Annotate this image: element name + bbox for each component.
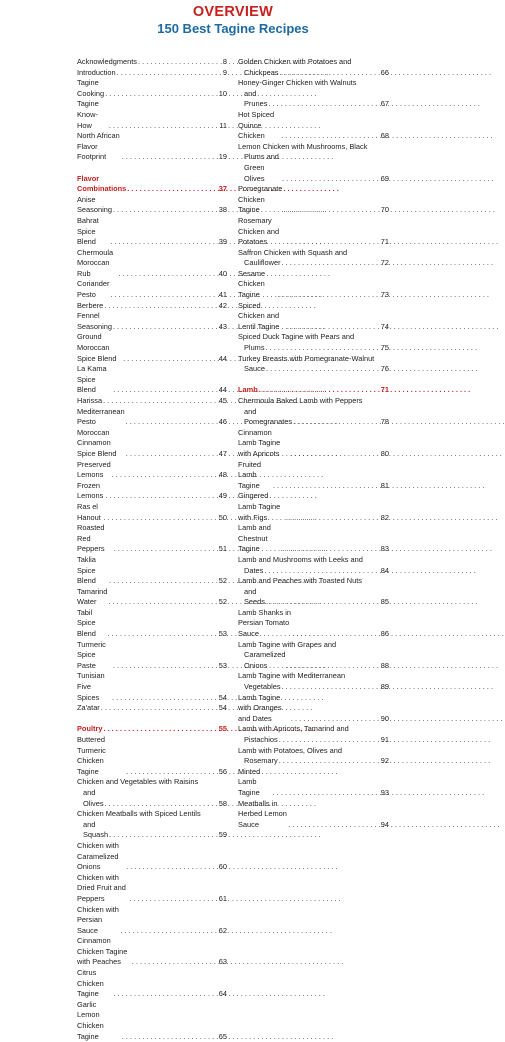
toc-right-column	[238, 57, 389, 830]
toc-entry-title: Spiced Duck Tagine with Pears and	[238, 332, 355, 342]
dot-leader	[117, 68, 222, 79]
toc-page-number: 53	[218, 660, 227, 670]
toc-entry-title: Lamb and Peaches with Toasted Nuts	[238, 576, 362, 586]
dot-leader	[109, 830, 218, 841]
toc-entry-title: Lamb and Mushrooms with Leeks and	[238, 554, 363, 564]
toc-entry-title: Lamb Tagine with Mediterranean	[238, 671, 346, 681]
toc-page-number: 11	[219, 120, 227, 130]
toc-page-number: 9	[222, 67, 227, 77]
toc-entry[interactable]	[238, 671, 389, 692]
dot-leader	[113, 661, 218, 672]
toc-entry-title: La Kama Spice Blend	[77, 364, 107, 395]
toc-entry-title: Flavor Combinations	[77, 173, 127, 194]
toc-entry[interactable]	[238, 460, 389, 492]
toc-page-number: 54	[218, 692, 227, 702]
toc-entry-title-continued: Dates	[244, 565, 264, 575]
toc-entry[interactable]	[77, 968, 227, 1000]
toc-entry[interactable]	[77, 555, 227, 587]
toc-page-number: 73	[380, 290, 389, 300]
toc-entry[interactable]	[238, 693, 389, 725]
dot-leader	[109, 121, 218, 132]
dot-leader	[279, 735, 380, 746]
toc-page-number: 90	[380, 713, 389, 723]
toc-page-number: 80	[380, 448, 389, 458]
toc-entry-title: Chicken with Persian Sauce	[77, 904, 119, 935]
toc-entry[interactable]	[77, 428, 227, 460]
toc-page-number: 51	[218, 544, 227, 554]
dot-leader	[103, 396, 218, 407]
toc-page-number: 47	[218, 448, 227, 458]
toc-page-number: 64	[218, 989, 227, 999]
toc-entry[interactable]	[238, 746, 389, 767]
dot-leader	[283, 205, 379, 216]
dot-leader	[273, 481, 380, 492]
dot-leader	[126, 767, 218, 778]
toc-entry-title: Pomegranate Chicken Tagine	[238, 184, 283, 215]
toc-page-number: 8	[222, 57, 227, 66]
toc-entry[interactable]	[77, 68, 227, 79]
toc-entry-title: Anise Seasoning	[77, 194, 112, 215]
toc-entry[interactable]	[77, 78, 227, 99]
toc-entry-title: Taklia Spice Blend	[77, 554, 96, 586]
toc-entry-title: Lamb	[238, 385, 258, 395]
toc-entry-title: Gingered Lamb Tagine with Figs	[238, 491, 281, 522]
dot-leader	[266, 597, 380, 608]
toc-entry[interactable]	[77, 502, 227, 523]
dot-leader	[105, 491, 217, 502]
toc-entry-title: Golden Chicken with Potatoes and	[238, 57, 352, 66]
toc-page-number: 62	[218, 925, 227, 935]
toc-section-heading[interactable]	[77, 174, 227, 195]
dot-leader	[290, 449, 379, 460]
toc-entry-title: Sesame Chicken Tagine	[238, 268, 266, 300]
toc-entry-title: Lamb and Chestnut Tagine	[238, 523, 271, 554]
toc-entry[interactable]	[238, 608, 389, 640]
toc-page-number: 63	[218, 957, 227, 967]
toc-entry[interactable]	[77, 703, 227, 714]
dot-leader	[282, 682, 380, 693]
toc-page-number: 45	[218, 396, 227, 405]
toc-entry[interactable]	[77, 364, 227, 396]
dot-leader	[282, 258, 380, 269]
section-spacer	[77, 163, 227, 174]
toc-left-column	[77, 57, 227, 1042]
toc-entry-title: Berbere	[77, 300, 104, 310]
toc-entry[interactable]	[77, 57, 227, 68]
toc-entry-title: Harissa	[77, 396, 103, 405]
toc-page-number: 93	[380, 787, 389, 797]
toc-page-number: 40	[218, 268, 227, 278]
toc-entry-title: Bahrat Spice Blend	[77, 215, 99, 247]
toc-entry-title-continued: Rosemary	[244, 756, 278, 766]
dot-leader	[280, 68, 380, 79]
toc-page-number: 86	[380, 629, 389, 639]
toc-entry[interactable]	[238, 640, 389, 672]
dot-leader	[281, 131, 380, 142]
toc-page-number: 44	[218, 353, 227, 363]
toc-page-number: 78	[380, 417, 389, 427]
dot-leader	[113, 205, 218, 216]
dot-leader	[266, 343, 380, 354]
toc-entry[interactable]	[77, 407, 227, 428]
dot-leader	[104, 301, 217, 312]
toc-entry[interactable]	[238, 184, 389, 216]
toc-entry[interactable]	[238, 428, 389, 460]
toc-entry[interactable]	[238, 142, 389, 184]
toc-entry[interactable]	[238, 491, 389, 523]
toc-entry-title-continued: Pistachios	[244, 735, 278, 744]
toc-entry[interactable]	[77, 195, 227, 216]
dot-leader	[114, 544, 218, 555]
toc-entry-title: Lamb Shanks in Persian Tomato Sauce	[238, 607, 291, 639]
toc-page-number: 37	[218, 184, 227, 194]
dot-leader	[105, 799, 218, 810]
toc-entry[interactable]	[238, 110, 389, 142]
toc-entry-title-continued: Vegetables	[244, 682, 281, 692]
toc-page-number: 85	[380, 597, 389, 607]
toc-entry-title: Acknowledgments	[77, 57, 137, 66]
toc-entry[interactable]	[238, 216, 389, 248]
toc-entry-title: Roasted Red Peppers	[77, 523, 105, 554]
toc-entry-title: Mediterranean Pesto	[77, 406, 125, 427]
dot-leader	[113, 385, 218, 396]
dot-leader	[138, 57, 222, 68]
toc-entry[interactable]	[77, 905, 227, 937]
toc-page-number: 54	[218, 703, 227, 713]
dot-leader	[273, 788, 380, 799]
toc-page-number: 70	[380, 205, 389, 215]
dot-leader	[126, 862, 218, 873]
toc-entry-title: Lemon Chicken with Mushrooms, Black	[238, 141, 368, 151]
toc-entry-title: Meatballs in Herbed Lemon Sauce	[238, 798, 287, 829]
dot-leader	[287, 237, 380, 248]
toc-page-number: 53	[218, 629, 227, 639]
toc-entry-title: Rosemary Chicken and Potatoes	[238, 215, 280, 247]
toc-entry-title: North African Flavor Footprint	[77, 131, 120, 162]
dot-leader	[103, 513, 217, 524]
toc-page-number: 38	[218, 205, 227, 215]
dot-leader	[286, 513, 380, 524]
toc-entry[interactable]	[77, 777, 227, 809]
toc-entry-title-continued: and Pomegranates	[244, 406, 293, 427]
toc-page-number: 88	[380, 660, 389, 670]
toc-entry-title: Tamarind Water	[77, 586, 108, 607]
dot-leader	[264, 566, 379, 577]
toc-entry[interactable]	[77, 131, 227, 163]
toc-page-number: 76	[380, 364, 389, 374]
toc-entry-title: Chicken and Vegetables with Raisins	[77, 777, 199, 787]
toc-entry-title: Ground Moroccan Spice Blend	[77, 332, 117, 363]
toc-page-number: 75	[380, 343, 389, 353]
toc-entry[interactable]	[77, 301, 227, 312]
dot-leader	[110, 237, 218, 248]
toc-entry[interactable]	[77, 640, 227, 672]
toc-entry-title: Chicken Meatballs with Spiced Lentils	[77, 809, 201, 819]
toc-page-number: 58	[218, 798, 227, 808]
toc-entry[interactable]	[77, 460, 227, 481]
toc-entry-title-continued: and Seeds	[244, 586, 265, 607]
toc-entry[interactable]	[77, 311, 227, 332]
toc-entry-title-continued: and Prunes	[244, 88, 268, 109]
toc-entry-title: Garlic Lemon Chicken Tagine	[77, 999, 104, 1041]
toc-entry-title: Moroccan Cinnamon Spice Blend	[77, 427, 117, 458]
toc-page-number: 89	[380, 682, 389, 692]
dot-leader	[282, 174, 380, 185]
toc-page-number: 10	[218, 88, 227, 98]
dot-leader	[266, 364, 380, 375]
dot-leader	[105, 89, 218, 100]
toc-entry-title: Hot Spiced Quince Chicken	[238, 109, 275, 141]
toc-entry-title-continued: and Olives	[83, 787, 104, 808]
toc-entry-title: Lamb Tagine with Grapes and	[238, 639, 337, 649]
toc-entry-title: Tagine Cooking	[77, 78, 105, 98]
toc-page-number: 94	[380, 819, 389, 829]
dot-leader	[288, 820, 380, 831]
toc-entry[interactable]	[77, 735, 227, 777]
toc-entry-title: Tabil Spice Blend	[77, 607, 96, 639]
dot-leader	[122, 152, 218, 163]
dot-leader	[122, 1032, 218, 1042]
toc-page-number: 55	[218, 724, 227, 734]
toc-entry-title-continued: Chickpeas	[244, 67, 279, 77]
toc-entry[interactable]	[238, 301, 389, 333]
toc-entry[interactable]	[238, 767, 389, 799]
toc-entry-title: Minted Lamb Tagine	[238, 766, 261, 797]
toc-page-number: 60	[218, 862, 227, 872]
toc-entry-title: Frozen Lemons	[77, 480, 104, 501]
dot-leader	[129, 894, 218, 905]
toc-entry[interactable]	[238, 332, 389, 353]
toc-page-number: 61	[218, 893, 227, 903]
toc-page-number: 67	[380, 99, 389, 109]
toc-page-number: 74	[380, 321, 389, 331]
toc-entry-title-continued: Cauliflower	[244, 258, 281, 268]
toc-entry[interactable]	[77, 332, 227, 364]
dot-leader	[132, 957, 218, 968]
toc-entry[interactable]	[77, 279, 227, 300]
toc-entry[interactable]	[77, 671, 227, 703]
toc-section-heading[interactable]	[238, 385, 389, 396]
dot-leader	[293, 417, 380, 428]
section-spacer	[77, 714, 227, 725]
toc-page-number: 91	[380, 735, 389, 744]
toc-entry-title-continued: Caramelized Onions	[244, 650, 286, 670]
dot-leader	[259, 385, 380, 396]
toc-entry-title: Turkey Breasts with Pomegranate-Walnut	[238, 353, 375, 363]
dot-leader	[101, 703, 218, 714]
toc-entry-title: Lamb with Apricots, Tamarind and	[238, 724, 349, 734]
toc-page-number: 41	[218, 290, 227, 300]
toc-entry[interactable]	[77, 248, 227, 280]
toc-entry-title: Honey-Ginger Chicken with Walnuts	[238, 78, 357, 88]
toc-page-number: 48	[218, 470, 227, 480]
toc-entry[interactable]	[77, 809, 227, 841]
toc-section-heading[interactable]	[77, 724, 227, 735]
toc-entry[interactable]	[77, 99, 227, 131]
toc-entry-title-continued: Plums and Green Olives	[244, 152, 279, 183]
toc-entry-title-continued: Sauce	[244, 364, 265, 374]
toc-entry-title: Introduction	[77, 67, 116, 77]
toc-page-number: 50	[218, 512, 227, 522]
toc-page-number: 52	[218, 597, 227, 607]
dot-leader	[292, 629, 379, 640]
toc-entry[interactable]	[77, 481, 227, 502]
toc-page-number: 84	[380, 565, 389, 575]
toc-page-number: 19	[218, 152, 227, 162]
dot-leader	[287, 661, 380, 672]
toc-page-number: 71	[380, 237, 389, 247]
toc-page-number: 56	[218, 766, 227, 776]
toc-page-number: 49	[218, 491, 227, 501]
dot-leader	[280, 544, 379, 555]
toc-entry[interactable]	[238, 555, 389, 576]
dot-leader	[112, 693, 218, 704]
toc-entry[interactable]	[77, 608, 227, 640]
toc-page-number: 68	[380, 131, 389, 141]
toc-entry[interactable]	[238, 78, 389, 110]
dot-leader	[109, 576, 218, 587]
page-subtitle: 150 Best Tagine Recipes	[157, 21, 309, 36]
toc-entry-title: Turmeric Spice Paste	[77, 639, 106, 670]
toc-entry[interactable]	[77, 216, 227, 248]
toc-entry-title: Buttered Turmeric Chicken Tagine	[77, 735, 106, 776]
toc-entry[interactable]	[77, 587, 227, 608]
toc-entry-title: Coriander Pesto	[77, 279, 110, 300]
dot-leader	[103, 724, 217, 735]
toc-entry-title-continued: and Squash	[83, 819, 109, 840]
dot-leader	[113, 322, 218, 333]
toc-entry-title: Spiced Chicken and Lentil Tagine	[238, 300, 280, 331]
toc-entry[interactable]	[77, 873, 227, 905]
toc-entry-title: Citrus Chicken Tagine	[77, 968, 104, 999]
toc-page-number: 65	[218, 1031, 227, 1041]
toc-page-number: 81	[380, 480, 389, 490]
toc-page-number: 44	[218, 385, 227, 395]
toc-entry-title: Fennel Seasoning	[77, 311, 112, 331]
toc-entry[interactable]	[77, 1000, 227, 1042]
dot-leader	[118, 269, 217, 280]
toc-page-number: 39	[218, 237, 227, 247]
dot-leader	[108, 597, 217, 608]
toc-entry-title: Za'atar	[77, 703, 100, 713]
toc-entry[interactable]	[238, 269, 389, 301]
toc-entry[interactable]	[238, 354, 389, 375]
toc-entry[interactable]	[238, 248, 389, 269]
toc-entry[interactable]	[238, 799, 389, 831]
dot-leader	[113, 989, 217, 1000]
toc-page-number: 66	[380, 67, 389, 77]
dot-leader	[291, 714, 380, 725]
toc-page-number: 59	[218, 830, 227, 840]
dot-leader	[127, 184, 217, 195]
toc-entry-title: Chermoula Baked Lamb with Peppers	[238, 396, 363, 405]
page-title: OVERVIEW	[192, 4, 274, 20]
toc-page-number: 69	[380, 173, 389, 183]
toc-entry-title: Lamb with Potatoes, Olives and	[238, 745, 342, 755]
section-spacer	[238, 375, 389, 386]
toc-entry[interactable]	[238, 576, 389, 608]
dot-leader	[126, 417, 218, 428]
toc-entry-title-continued: Plums	[244, 343, 265, 353]
toc-page-number: 52	[218, 576, 227, 586]
toc-entry-title: Ras el Hanout	[77, 501, 101, 522]
toc-entry-title: Lamb Tagine with Oranges and Dates	[238, 692, 282, 723]
dot-leader	[268, 99, 379, 110]
toc-entry[interactable]	[77, 523, 227, 555]
toc-entry-title: Tunisian Five Spices	[77, 671, 105, 702]
dot-leader	[112, 470, 218, 481]
toc-page-number: 72	[380, 258, 389, 268]
toc-page-number: 43	[218, 321, 227, 331]
toc-page-number: 82	[380, 512, 389, 522]
toc-entry[interactable]	[238, 523, 389, 555]
toc-entry-title: Fruited Lamb Tagine	[238, 459, 262, 490]
toc-entry-title: Cinnamon Chicken Tagine with Peaches	[77, 936, 128, 967]
dot-leader	[126, 449, 218, 460]
toc-entry-title: Chicken with Caramelized Onions	[77, 840, 119, 872]
toc-entry-title: Chicken with Dried Fruit and Peppers	[77, 872, 126, 903]
toc-entry-title: Preserved Lemons	[77, 459, 111, 480]
toc-entry-title: Cinnamon Lamb Tagine with Apricots	[238, 427, 281, 458]
page-header	[0, 0, 466, 36]
toc-entry-title: Saffron Chicken with Squash and	[238, 247, 348, 257]
toc-entry[interactable]	[77, 841, 227, 873]
dot-leader	[120, 926, 217, 937]
toc-entry-title: Tagine Know-How	[77, 99, 99, 130]
toc-entry[interactable]	[238, 57, 389, 78]
dot-leader	[277, 290, 379, 301]
dot-leader	[123, 354, 218, 365]
toc-page-number: 71	[380, 385, 389, 395]
dot-leader	[108, 629, 218, 640]
toc-page-number: 42	[218, 300, 227, 310]
toc-entry[interactable]	[238, 396, 389, 428]
dot-leader	[287, 322, 380, 333]
toc-entry-title: Poultry	[77, 724, 103, 734]
dot-leader	[279, 756, 380, 767]
toc-page-number: 46	[218, 417, 227, 427]
dot-leader	[110, 290, 217, 301]
toc-page-number: 83	[380, 544, 389, 554]
toc-entry[interactable]	[77, 396, 227, 407]
toc-entry[interactable]	[77, 936, 227, 968]
toc-page-number: 92	[380, 756, 389, 766]
toc-entry[interactable]	[238, 724, 389, 745]
toc-entry-title: Chermoula Moroccan Rub	[77, 247, 114, 278]
